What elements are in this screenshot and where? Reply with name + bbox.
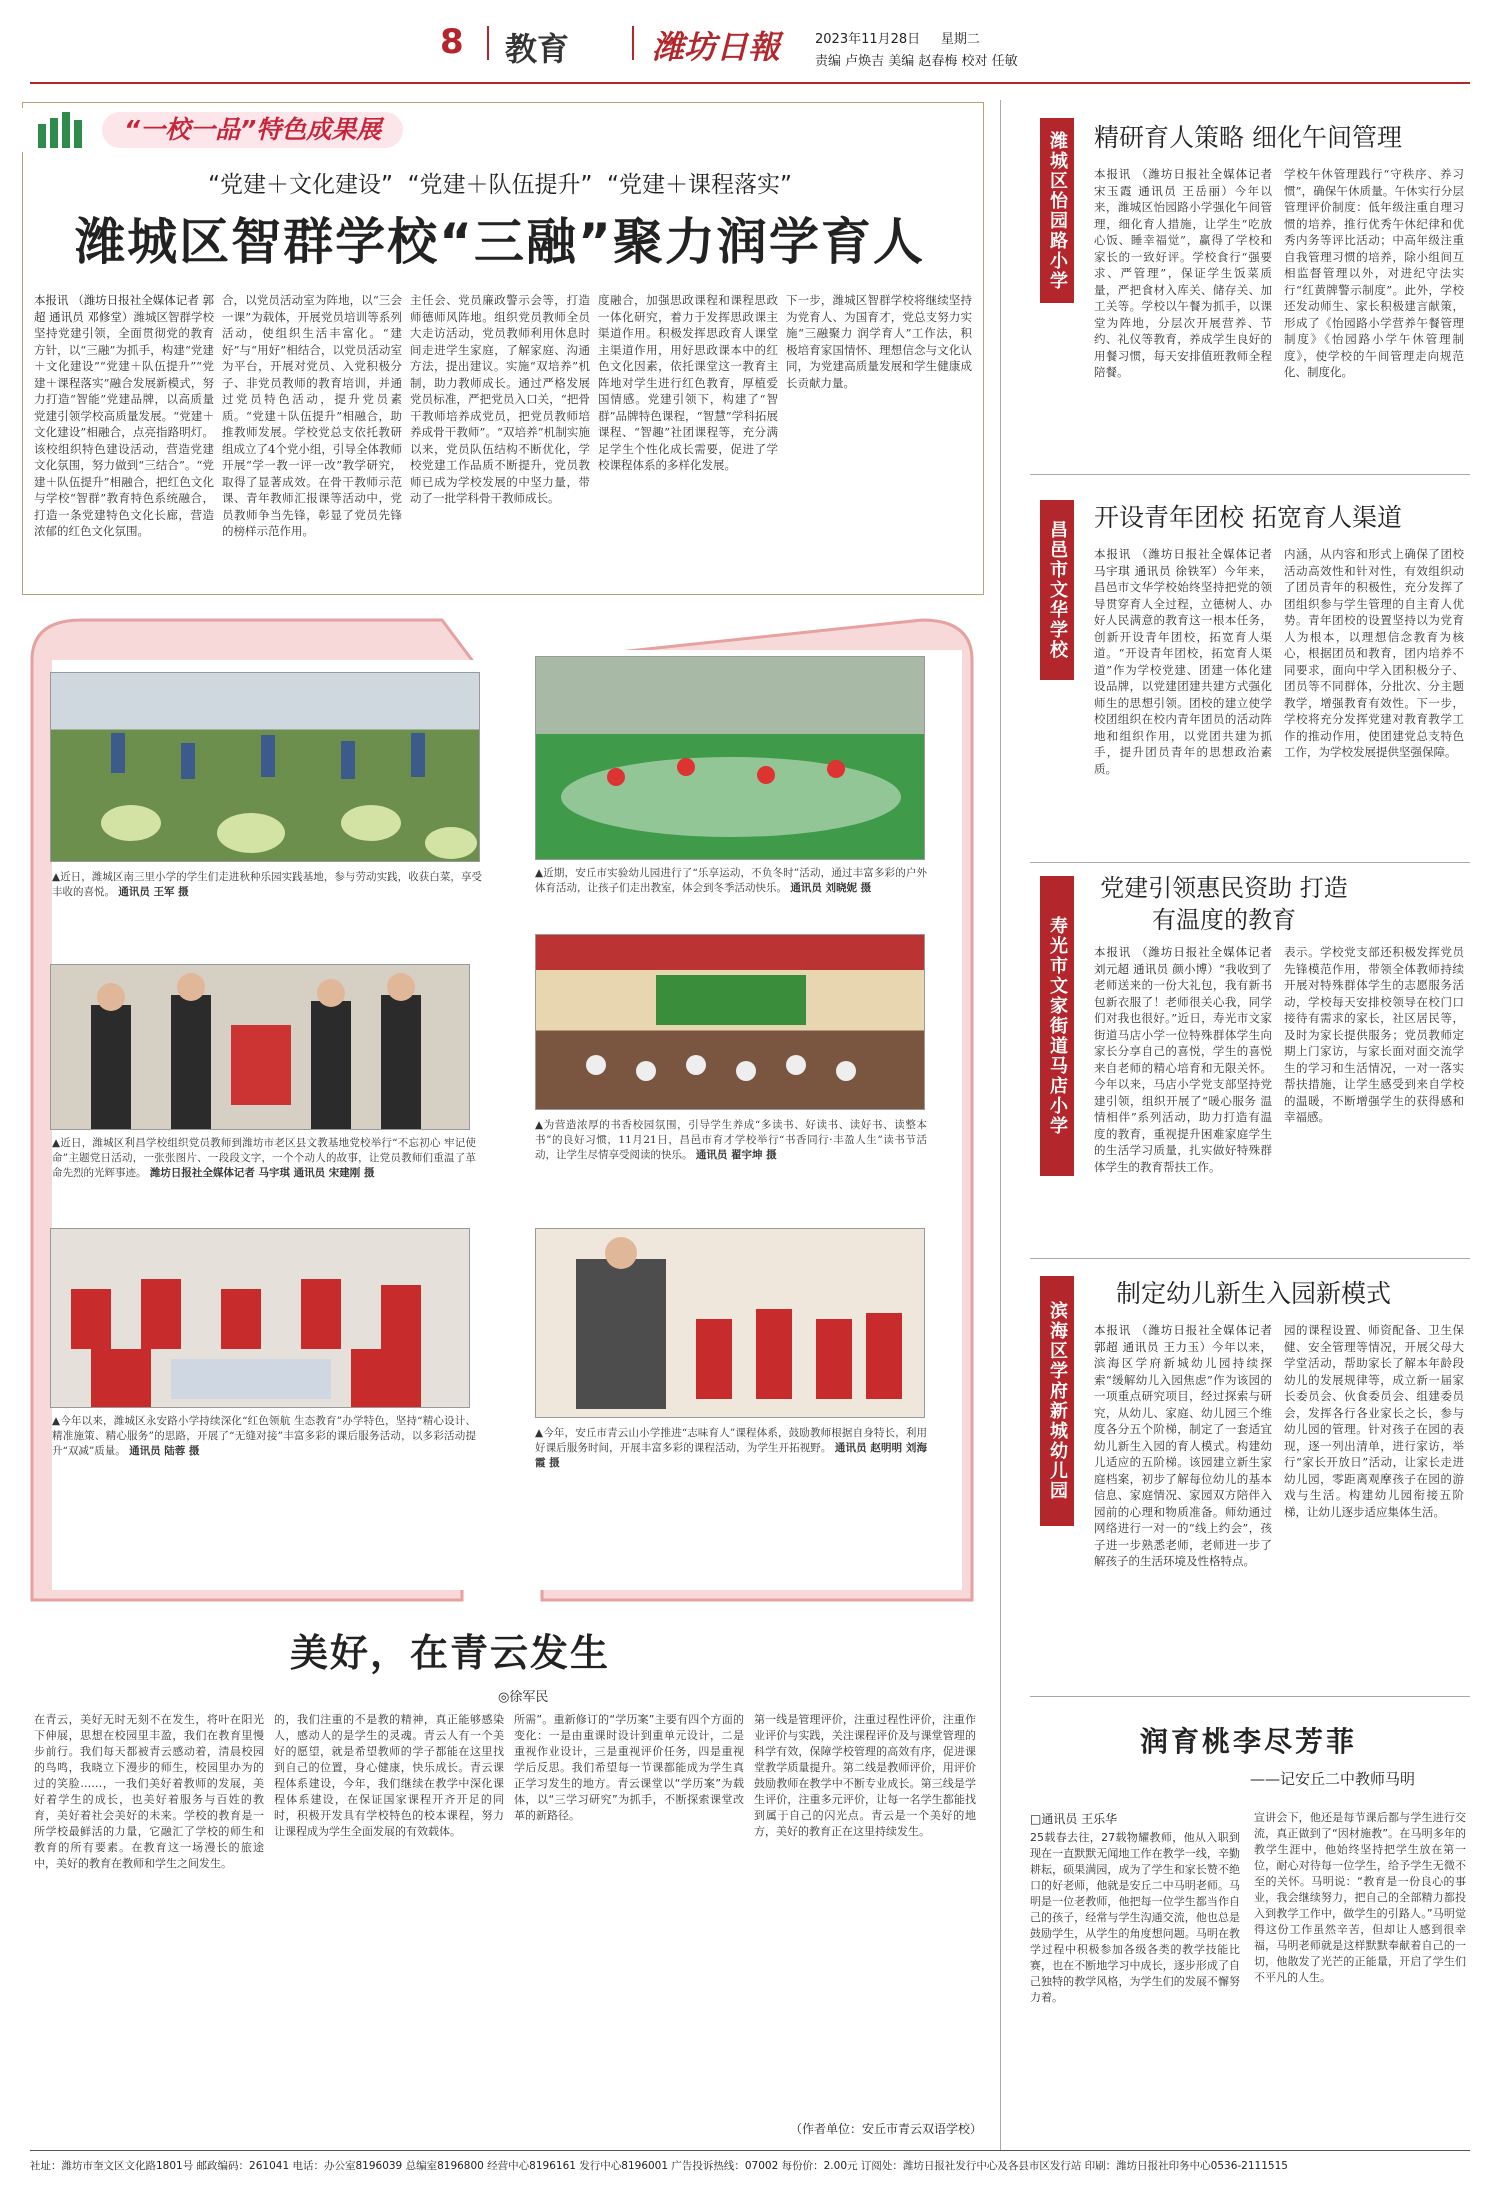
essay-col-2: 的，我们注重的不是教的精神，真正能够感染人，感动人的是学生的灵魂。青云人有一个美好的愿望，就是希望教师的学子都能在这里找到自己的位置，身心健康，快乐成长。青云课程体系建设，今年，我们继续在教学中深化课程体系建设，在保证国家课程开齐开足的同时，积极开发具有学校特色的校本课程，努力让课程成为学生全面发展的有效载体。 [274,1713,504,1838]
side-2-text: 今年来，昌邑市文华学校始终坚持把党的领导贯穿育人全过程，立德树人、办好人民满意的教育这一根本任务，创新开设青年团校，拓宽育人渠道。“开设青年团校，拓宽育人渠道”作为学校党建、团建一体化建设品牌，以党建团建共建方式强化师生的思想引领。团校的建立使学校团组织在校内青年团员的活动阵地和组织作用，以党团共建为抓手，提升团员青年的思想政治素质。 [1094,563,1272,776]
side-title-2: 开设青年团校 拓宽育人渠道 [1094,503,1402,532]
photo-credit: 通讯员 赵明明 刘海霞 摄 [535,1442,927,1469]
weekday-text: 星期二 [940,32,980,47]
lead-byline: 本报讯 （潍坊日报社全媒体记者 郭超 通讯员 邓修堂） [34,293,214,324]
caption-text: 近期，安丘市实验幼儿园进行了“乐享运动，不负冬时”活动，通过丰富多彩的户外体育活动，让孩子们走出教室，体会到冬季活动快乐。 [535,867,927,894]
header-rule [30,82,1470,84]
side-4-byline: 本报讯 （潍坊日报社全媒体记者 郭超 通讯员 王力玉） [1094,1323,1272,1354]
profile-col-1: 25载春去往，27载物耀教师，他从入职到现在一直默默无闻地工作在教学一线，辛勤耕耘，硕果满园，成为了学生和家长赞不绝口的好老师，他就是安丘二中马明老师。马明是一位老教师，他把每一位学生都当作自己的孩子，经常与学生沟通交流，他也总是鼓励学生，从学生的角度想问题。马明在教学过程中积极参加各级各类的教学技能比赛，也在不断地学习中成长，逐步形成了自己独特的教学风格，为学生们的发展不懈努力着。 [1030,1831,1240,2004]
photo-caption-4: ▲为营造浓厚的书香校园氛围，引导学生养成“多读书、好读书、读好书、读整本书”的良好习惯，11月21日，昌邑市育才学校举行“书香同行·丰盈人生”读书节活动，让学生尽情享受阅读的快乐。 通讯员 翟宇坤 摄 [535,1119,927,1161]
side-label-2: 昌邑市文华学校 [1040,500,1074,680]
people-icon [51,965,470,1130]
photo-craft-class [535,1228,925,1418]
lead-col-5: 下一步，潍城区智群学校将继续坚持为党育人、为国育才，党总支努力实施“三融聚力 润学育人”工作法，积极培育家国情怀、理想信念与文化认同，为党建高质量发展和学生健康成长贡献力量。 [786,293,972,390]
side-4-text: 今年以来，滨海区学府新城幼儿园持续探索“缓解幼儿入园焦虑”作为该园的一项重点研究项目，经过探索与研究，从幼儿、家庭、幼儿园三个维度各分五个阶梯，制定了一套适宜幼儿新生入园的育人模式。构建幼儿适应的五阶梯。该园建立新生家庭档案，初步了解每位幼儿的基本信息、家庭情况、家园双方陪伴入园前的心理和物质准备。师幼通过网络进行一对一的“线上约会”，孩子进一步熟悉老师，老师进一步了解孩子的生活环境及性格特点。 [1094,1339,1272,1568]
essay-col-4: 第一线是管理评价，注重过程性评价，注重作业评价与实践，关注课程评价及与课堂管理的科学有效，保障学校管理的高效有序，促进课堂教学质量提升。第二线是教师评价，用评价鼓励教师在教学中不断专业成长。第三线是学生评价，注重多元评价，让每一名学生都能找到属于自己的闪光点。青云是一个美好的地方，美好的教育正在这里持续发生。 [754,1713,976,1838]
photo-credit: 通讯员 陆蓉 摄 [129,1445,200,1457]
side-4-col-1 [1094,1322,1272,1668]
profile-col-2: 宣讲会下，他还是每节课后都与学生进行交流，真正做到了“因材施教”。在马明多年的教学生涯中，他始终坚持把学生放在第一位，耐心对待每一位学生，给予学生无微不至的关怀。马明说：“教育是一份良心的事业，我会继续努力，把自己的全部精力都投入到教学工作中，做学生的引路人。”马明觉得这份工作虽然辛苦，但却让人感到很幸福，马明老师就是这样默默奉献着自己的一切，他散发了光芒的正能量，开启了学生们不平凡的人生。 [1254,1811,1466,1984]
essay-title: 美好，在青云发生 [290,1631,611,1675]
side-2-col-2: 内涵，从内容和形式上确保了团校活动高效性和针对性，有效组织动了团员青年的积极性，充分发挥了团组织参与学生管理的自主育人优势。青年团校的设置坚持以为党育人为根本，以理想信念教育为核心，根据团员和教育，团内培养不同要求，面向中学入团积极分子、团员等不同群体，分批次、分主题教学，增强教育有效性。下一步，学校将充分发挥党建对教育教学工作的推动作用，使团建党总支特色工作，为学校发展提供坚强保障。 [1284,547,1464,759]
banner-bars-icon [34,108,94,152]
header-divider [632,26,634,60]
side-3-text: “我收到了老师送来的一份大礼包，我有新书包新衣服了！老师很关心我，同学们对我也很好。”近日，寿光市文家街道马店小学一位特殊群体学生向家长分享自己的喜悦，学生的喜悦来自老师的精心培育和无限关怀。今年以来，马店小学党支部坚持党建引领，组织开展了“暖心服务 温情相伴”系列活动，助力打造有温度的教育，重视提升困难家庭学生的生活学习质量，扎实做好特殊群体学生的教育帮扶工作。 [1094,961,1272,1174]
side-3-byline: 本报讯 （潍坊日报社全媒体记者 刘元超 通讯员 颜小博） [1094,945,1272,976]
banner [14,108,484,152]
newspaper-logo: 潍坊日報 [652,28,781,66]
header-divider [487,26,489,60]
side-title-3-text: 党建引领惠民资助 打造有温度的教育 [1100,874,1348,934]
caption-text: 为营造浓厚的书香校园氛围，引导学生养成“多读书、好读书、读好书、读整本书”的良好习惯，11月21日，昌邑市育才学校举行“书香同行·丰盈人生”读书节活动，让学生尽情享受阅读的快乐。 [535,1119,927,1161]
side-3-col-1 [1094,944,1272,1234]
side-4-col-2: 园的课程设置、师资配备、卫生保健、安全管理等情况，开展父母大学堂活动，帮助家长了解本年龄段幼儿的发展规律等，成立新一届家长委员会、伙食委员会、组建委员会，发挥各行各业家长之长，参与幼儿园的管理。针对孩子在园的表现，逐一列出清单，进行家访，举行“家长开放日”活动，让家长走进幼儿园，零距离观摩孩子在园的游戏与生活。构建幼儿园衔接五阶梯，让幼儿逐步适应集体生活。 [1284,1323,1464,1519]
right-column-divider [1000,100,1001,2150]
profile-title: 润育桃李尽芳菲 [1140,1725,1358,1758]
side-title-3 [1094,872,1354,936]
photo-party-members [50,964,470,1130]
side-1-text: 今年以来，潍城区怡园路小学强化午间管理，细化育人措施，让学生“吃放心饭、睡幸福觉”，赢得了学校和家长的一致好评。学校食行“强要求、严管理”，保证学生饭菜质量，严把食材入库关、储存关、加工关等。学校以午餐为抓手，以课堂为阵地，分层次开展营养、节约、礼仪等教育，养成学生良好的用餐习惯，每天安排值班教师全程陪餐。 [1094,183,1272,379]
classroom-icon [51,1229,470,1408]
page-number: 8 [440,22,464,62]
side-3-col-2: 表示。学校党支部还积极发挥党员先锋模范作用，带领全体教师持续开展对特殊群体学生的志愿服务活动，学校每天安排校领导在校门口接待有需求的家长，社区居民等，及时为家长提供服务；党员教师定期上门家访，与家长面对面交流学生的学习和生活情况，一对一落实帮扶措施，让学生感受到来自学校的温暖，不断增强学生的获得感和幸福感。 [1284,945,1464,1124]
side-1-byline: 本报讯 （潍坊日报社全媒体记者 宋玉霞 通讯员 王岳丽） [1094,167,1272,198]
photo-outdoor-sports [535,656,925,860]
students-icon [536,1229,925,1418]
side-title-4: 制定幼儿新生入园新模式 [1116,1279,1392,1308]
lead-col-1 [34,292,214,588]
lead-headline: 潍城区智群学校“三融”聚力润学育人 [75,213,925,271]
side-divider-2 [1030,862,1470,863]
children-icon [51,673,480,862]
side-title-1: 精研育人策略 细化午间管理 [1094,123,1402,152]
editor-credits: 责编 卢焕吉 美编 赵春梅 校对 任敏 [815,54,1018,69]
photo-credit: 通讯员 王军 摄 [118,886,189,898]
side-label-1: 潍城区怡园路小学 [1040,118,1074,303]
caption-text: 今年，安丘市青云山小学推进“志味育人”课程体系，鼓励教师根据自身特长，利用好课后服务时间，开展丰富多彩的课程活动，为学生开拓视野。 [535,1427,927,1454]
stage-icon [536,935,925,1110]
profile-subtitle: ——记安丘二中教师马明 [1250,1770,1416,1788]
caption-text: 近日，潍城区利昌学校组织党员教师到潍坊市老区县文教基地党校举行“不忘初心 牢记使命”主题党日活动，一张张图片、一段段文字，一个个动人的故事，让党员教师们重温了革命先烈的光辉事迹。 [52,1137,476,1179]
lead-col-2: 合，以党员活动室为阵地，以“三会一课”为载体，开展党员培训等系列活动，使组织生活丰富化。“建好”与“用好”相结合，以党员活动室为平台，开展对党员、入党积极分子、非党员教师的教育培训，并通过党员特色活动，提升党员素质。“党建＋队伍提升”相融合，助推教师发展。学校党总支依托教研组成立了4个党小组，引导全体教师开展“学一教一评一改”教学研究，取得了显著成效。在骨干教师示范课、青年教师汇报课等活动中，党员教师争当先锋，彰显了党员先锋的榜样示范作用。 [222,293,402,538]
photo-caption-3: ▲近日，潍城区利昌学校组织党员教师到潍坊市老区县文教基地党校举行“不忘初心 牢记使命”主题党日活动，一张张图片、一段段文字，一个个动人的故事，让党员教师们重温了革命先烈的光辉事迹。 潍坊日报社全媒体记者 马宇琪 通讯员 宋建刚 摄 [52,1137,476,1179]
photo-caption-5: ▲今年以来，潍城区永安路小学持续深化“红色领航 生态教育”办学特色，坚持“精心设计、精准施策、精心服务”的思路，开展了“无缝对接”丰富多彩的课后服务活动，以多彩活动提升“双减”质量。 通讯员 陆蓉 摄 [52,1415,476,1457]
banner-label: “一校一品”特色成果展 [102,112,403,148]
side-1-col-1 [1094,166,1272,462]
lead-col-4: 度融合，加强思政课程和课程思政一体化研究，着力于发挥思政课主渠道作用。积极发挥思政育人课堂主渠道作用，用好思政课本中的红色文化因素，依托课堂这一教育主阵地对学生进行红色教育，厚植爱国情感。党建引领下，构建了“智群”品牌特色课程，“智慧”学科拓展课程、“智趣”社团课程等，充分满足学生个性化成长需要，促进了学校课程体系的多样化发展。 [598,293,778,472]
lead-kicker: “党建＋文化建设” “党建＋队伍提升” “党建＋课程落实” [208,172,792,198]
caption-text: 近日，潍城区南三里小学的学生们走进秋种乐园实践基地，参与劳动实践，收获白菜，享受丰收的喜悦。 [52,871,482,898]
caption-text: 今年以来，潍城区永安路小学持续深化“红色领航 生态教育”办学特色，坚持“精心设计、精准施策、精心服务”的思路，开展了“无缝对接”丰富多彩的课后服务活动，以多彩活动提升“双减”质量。 [52,1415,476,1457]
photo-caption-2: ▲近期，安丘市实验幼儿园进行了“乐享运动，不负冬时”活动，通过丰富多彩的户外体育活动，让孩子们走出教室，体会到冬季活动快乐。 通讯员 刘晓妮 摄 [535,867,927,894]
side-divider-4 [1030,1696,1470,1697]
side-2-byline: 本报讯 （潍坊日报社全媒体记者 马宇琪 通讯员 徐铁军） [1094,547,1272,578]
photo-credit: 通讯员 翟宇坤 摄 [695,1149,777,1161]
date-text: 2023年11月28日 [815,32,921,47]
side-label-3: 寿光市文家街道马店小学 [1040,876,1074,1176]
photo-after-school [50,1228,470,1408]
playground-icon [536,657,925,860]
essay-author-note: （作者单位：安丘市青云双语学校） [790,2122,983,2136]
lead-col-3: 主任会、党员廉政警示会等，打造师德师风阵地。组织党员教师全员大走访活动，党员教师利用休息时间走进学生家庭，了解家庭、沟通方法，提出建议。实施“双培养”机制，助力教师成长。通过严格发展党员标准，严把党员入口关，“把骨干教师培养成党员，把党员教师培养成骨干教师”。“双培养”机制实施以来，党员队伍结构不断优化，学校党建工作品质不断提升，党员教师已成为学校发展的中坚力量，带动了一批学科骨干教师成长。 [410,293,590,505]
side-divider-3 [1030,1258,1470,1259]
essay-author: ◎徐军民 [498,1690,549,1705]
essay-col-1: 在青云，美好无时无刻不在发生，将叶在阳光下伸展，思想在校园里丰盈，我们在教育里慢步前行。我们每天都被青云感动着，清晨校园的鸟鸣，我晓立下漫步的师生，校园里办为的过的笑脸……，一我们美好着教师的发展，美好着学生的成长，也美好着服务与百姓的教育，美好着社会美好的未来。学校的教育是一所学校最鲜活的力量，它融汇了学校的师生和教育的所有要素。在教育这一场漫长的旅途中，美好的教育在教师和学生之间发生。 [34,1713,264,1870]
essay-col-3: 所需”。重新修订的“学历案”主要有四个方面的变化：一是由重课时设计到重单元设计，二是重视作业设计，三是重视评价任务，四是重视学后反思。我们希望每一节课都能成为学生真正学习发生的地方。青云课堂以“学历案”为载体，以“三学习研究”为抓手，不断探索课堂改革的新路径。 [514,1713,744,1822]
issue-date [815,28,980,47]
photo-credit: 潍坊日报社全媒体记者 马宇琪 通讯员 宋建刚 摄 [149,1167,375,1179]
footer-info: 社址：潍坊市奎文区文化路1801号 邮政编码：261041 电话：办公室8196039 总编室8196800 经营中心8196161 发行中心8196001 广告投诉热线：07002 每份价：2.00元 订阅处：潍坊日报社发行中心及各县市区发行站 印刷：潍坊日报社印务中心0536-2111515 [30,2160,1288,2172]
side-divider-1 [1030,474,1470,475]
photo-reading-festival [535,934,925,1110]
photo-credit: 通讯员 刘晓妮 摄 [790,882,872,894]
lead-text-1: 潍城区智群学校坚持党建引领，全面贯彻党的教育方针，以“三融”为抓手，构建“党建＋文化建设”“党建＋队伍提升”“党建＋课程落实”融合发展新模式，努力打造“智能”党建品牌，以高质量党建引领学校高质量发展。“党建＋文化建设”相融合，点亮指路明灯。该校组织特色建设活动，营造党建文化氛围，努力做到“三结合”。“党建＋队伍提升”相融合，把红色文化与学校“智群”教育特色系统融合，打造一条党建特色文化长廊，营造浓郁的红色文化氛围。 [34,309,214,538]
section-name: 教育 [505,30,570,68]
photo-caption-6: ▲今年，安丘市青云山小学推进“志味育人”课程体系，鼓励教师根据自身特长，利用好课后服务时间，开展丰富多彩的课程活动，为学生开拓视野。 通讯员 赵明明 刘海霞 摄 [535,1427,927,1469]
profile-byline: □通讯员 王乐华 [1030,1812,1118,1826]
side-1-col-2: 学校午休管理践行“守秩序、养习惯”，确保午休质量。午休实行分层管理评价制度：低年级注重自理习惯的培养，推行优秀午休纪律和优秀内务等评比活动；中高年级注重自我管理习惯的培养，除小组间互相监督管理以外，对进纪守法实行“红黄牌警示制度”。此外，学校还发动师生、家长积极建言献策，形成了《怡园路小学营养午餐管理制度》《怡园路小学午休管理制度》，使学校的午间管理走向规范化、制度化。 [1284,167,1464,379]
footer-rule [30,2150,1470,2151]
photo-caption-1: ▲近日，潍城区南三里小学的学生们走进秋种乐园实践基地，参与劳动实践，收获白菜，享受丰收的喜悦。 通讯员 王军 摄 [52,871,482,898]
photo-cabbage-harvest [50,672,480,862]
side-label-4: 滨海区学府新城幼儿园 [1040,1276,1074,1526]
side-2-col-1 [1094,546,1272,852]
